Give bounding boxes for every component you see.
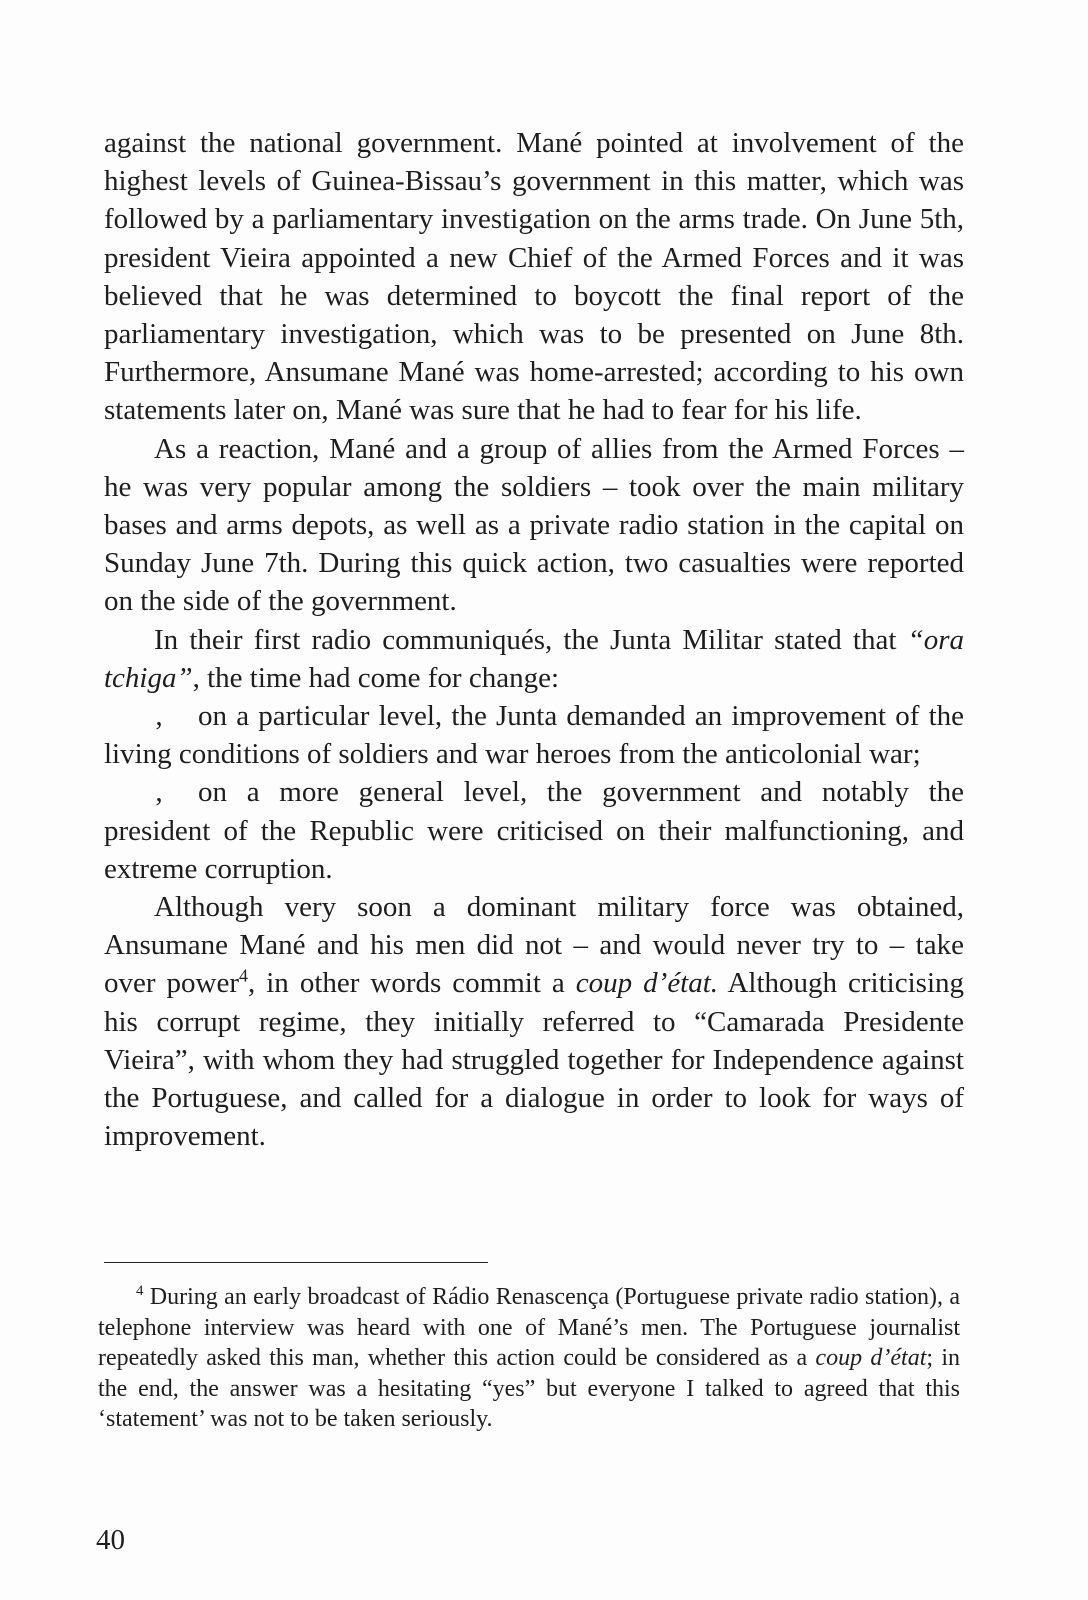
list-item-text: on a particular level, the Junta demanded an improvement of the living conditions of soldiers and war heroes from the anticolonial war;: [104, 700, 964, 771]
communiques-intro: In their first radio communiqués, the Junta Militar stated that: [154, 623, 897, 656]
footnote-text-start: During an early broadcast of Rádio Renascença (Portuguese private radio station), a telephone interview was heard with one of Mané’s men. The Portuguese journalist repeatedly asked this man, whether this action could be considered as a: [98, 1284, 960, 1371]
paragraph-continuation: against the national government. Mané pointed at involvement of the highest levels of Guinea-Bissau’s government in this matter, which was followed by a parliamentary investigation on the arms trade. On June 5th, president Vieira appointed a new Chief of the Armed Forces and it was believed that he was determined to boycott the final report of the parliamentary investigation, which was to be presented on June 8th. Furthermore, Ansumane Mané was home-arrested; according to his own statements later on, Mané was sure that he had to fear for his life.: [104, 127, 964, 427]
footnote-coup-phrase: coup d’état: [815, 1345, 927, 1371]
page-number: 40: [96, 1524, 125, 1556]
list-item-text: on a more general level, the government and notably the president of the Republic were criticised on their malfunctioning, and extreme corruption.: [104, 776, 964, 885]
ora-tchiga-phrase: “ora tchiga”: [104, 623, 964, 694]
list-item: [104, 773, 964, 888]
body-text: [104, 124, 964, 1155]
footnote-divider: [104, 1262, 488, 1263]
coup-detat-phrase: coup d’état.: [575, 967, 719, 1000]
paragraph-communiques: [104, 621, 964, 697]
paragraph-power: [104, 888, 964, 1155]
footnote-number: 4: [136, 1283, 144, 1299]
list-item: [104, 697, 964, 773]
footnote: [98, 1282, 960, 1435]
bullet-marker: ‚: [154, 700, 164, 733]
footnote-reference[interactable]: 4: [239, 965, 248, 986]
footnote-text-end: ; in the end, the answer was a hesitating “yes” but everyone I talked to agreed that this ‘statement’ was not to be taken seriously.: [98, 1345, 960, 1432]
bullet-marker: ‚: [154, 776, 164, 809]
power-text-start: Although very soon a dominant military force was obtained, Ansumane Mané and his men did not – and would never try to – take over power: [104, 891, 964, 1000]
paragraph-reaction: As a reaction, Mané and a group of allies from the Armed Forces – he was very popular among the soldiers – took over the main military bases and arms depots, as well as a private radio station in the capital on Sunday June 7th. During this quick action, two casualties were reported on the side of the government.: [104, 432, 964, 618]
communiques-rest: , the time had come for change:: [192, 661, 560, 694]
power-text-end: Although criticising his corrupt regime, they initially referred to “Camarada Presidente Vieira”, with whom they had struggled together for Independence against the Portuguese, and called for a dialogue in order to look for ways of improvement.: [104, 967, 964, 1153]
power-text-mid: , in other words commit a: [248, 967, 576, 1000]
